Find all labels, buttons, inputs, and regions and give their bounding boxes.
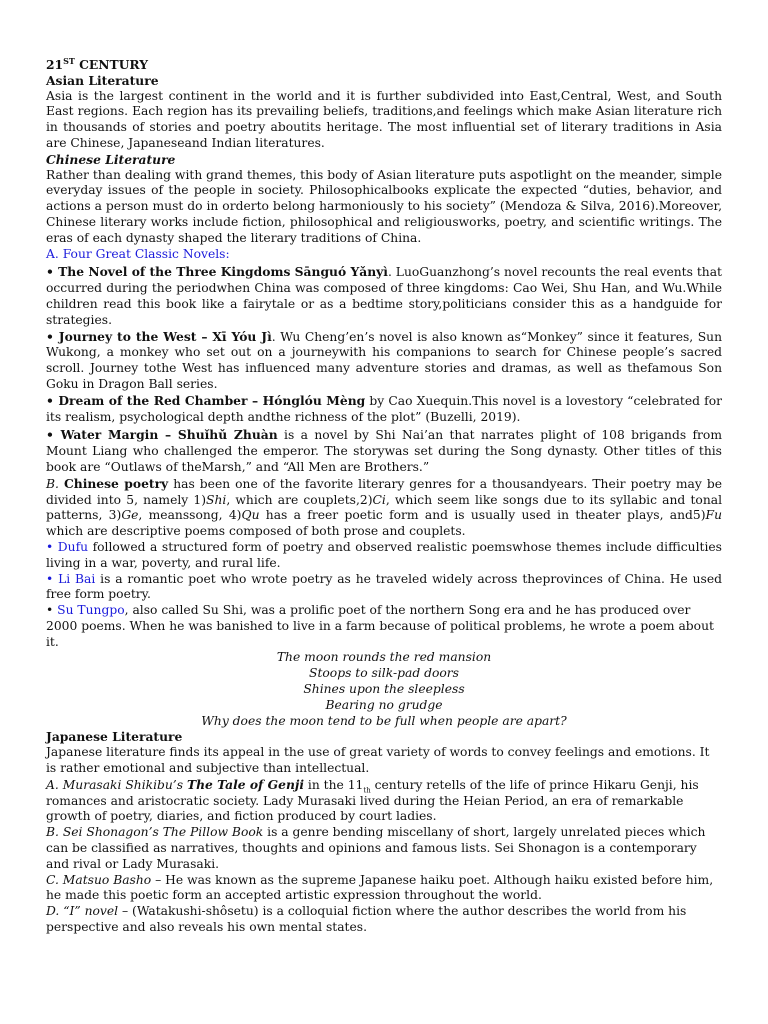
poem-line: Shines upon the sleepless	[303, 682, 465, 697]
chinese-literature-heading: Chinese Literature	[46, 151, 176, 167]
poet-name: • Dufu	[46, 539, 89, 554]
poem	[46, 650, 722, 729]
japanese-literature-heading: Japanese Literature	[46, 729, 183, 745]
item-lead: A. Murasaki Shikibu’s	[46, 777, 187, 792]
poetry-form-ci: Ci	[372, 492, 386, 507]
novel-title: Journey to the West – Xī Yóu Jì	[58, 328, 272, 344]
novel-description: . Wu Cheng’en’s novel is also known as“Monkey” since it features, Sun Wukong, a monkey who set out on a journeywith his companions to search for Chinese people’s sacred scroll. Journey tothe West has influenced many adventure stories and dramas, as well as thefamous Son Goku in Dragon Ball series.	[46, 329, 722, 391]
novel-item	[46, 329, 722, 393]
novel-title: Water Margin – Shuǐhǔ Zhuàn	[60, 427, 278, 443]
novel-item	[46, 264, 722, 328]
item-lead: D. “I” novel	[46, 904, 119, 919]
asian-literature-heading: Asian Literature	[46, 72, 159, 88]
poetry-term: Chinese poetry	[63, 475, 169, 491]
poem-line: Bearing no grudge	[325, 697, 443, 712]
poet-description: is a romantic poet who wrote poetry as he traveled widely across theprovinces of China. He used free form poetry.	[46, 571, 722, 602]
poet-description: , also called Su Shi, was a prolific poet of the northern Song era and he has produced over 2000 poems. When he was banished to live in a farm because of political problems, he wrote a poem about it.	[46, 603, 714, 649]
poet-name: • Li Bai	[46, 571, 96, 586]
poem-line: Why does the moon tend to be full when people are apart?	[201, 713, 567, 728]
text-run: in the 11	[304, 777, 364, 792]
novel-title: The Novel of the Three Kingdoms Sānguó Yǎnyì	[58, 264, 388, 280]
century-suffix: ST	[63, 55, 75, 66]
text-run: has a freer poetic form and is usually used in theater plays, and5)	[259, 508, 706, 523]
novel-description: is a novel by Shi Nai’an that narrates plight of 108 brigands from Mount Liang who challenged the emperor. The storywas set during the Song dynasty. Other titles of this book are “Outlaws of theMarsh,” and “All Men are Brothers.”	[46, 428, 722, 474]
text-run: , meanssong, 4)	[138, 508, 242, 523]
japanese-item-c	[46, 873, 722, 905]
novel-item	[46, 393, 722, 426]
japanese-literature-paragraph: Japanese literature finds its appeal in the use of great variety of words to convey feelings and emotions. It is rather emotional and subjective than intellectual.	[46, 745, 710, 776]
poem-line: Stoops to silk-pad doors	[309, 666, 459, 681]
item-lead: C. Matsuo Basho	[46, 872, 152, 887]
text-run: – He was known as the supreme Japanese haiku poet. Although haiku existed before him, he made this poetic form an accepted artistic expression throughout the world.	[46, 872, 714, 903]
poet-item-li-bai	[46, 572, 722, 604]
poetry-form-shi: Shi	[206, 492, 227, 507]
japanese-item-d	[46, 904, 722, 936]
text-run: century retells of the life of prince Hikaru Genji, his romances and aristocratic society. Lady Murasaki lived during the Heian Period, an era of remarkable growth of poetry, diaries, and fiction produced by court ladies.	[46, 777, 699, 824]
ordinal-suffix: th	[363, 786, 371, 795]
poem-line: The moon rounds the red mansion	[276, 650, 492, 665]
novel-description: by Cao Xuequin.This novel is a lovestory “celebrated for its realism, psychological depth andthe richness of the plot” (Buzelli, 2019).	[46, 393, 722, 424]
bullet: •	[46, 427, 61, 443]
bullet: •	[46, 603, 58, 618]
century-word: CENTURY	[74, 57, 149, 72]
work-title: The Tale of Genji	[186, 776, 305, 792]
asian-literature-paragraph: Asia is the largest continent in the world and it is further subdivided into East,Central, West, and South East regions. Each region has its prevailing beliefs, traditions,and feelings which make Asian literature rich in thousands of stories and poetry aboutits heritage. The most influential set of literary traditions in Asia are Chinese, Japaneseand Indian literatures.	[46, 88, 722, 150]
bullet: •	[46, 264, 59, 280]
poet-item-su-tungpo	[46, 603, 722, 650]
poetry-form-fu: Fu	[705, 508, 722, 523]
document-page	[46, 57, 722, 936]
text-run: , which seem like songs due to its syllabic and tonal patterns, 3)	[46, 492, 723, 523]
text-run: – (Watakushi-shôsetu) is a colloquial fiction where the author describes the world from his perspective and also reveals his own mental states.	[46, 904, 687, 935]
japanese-item-b	[46, 825, 722, 872]
poet-description: followed a structured form of poetry and observed realistic poemswhose themes include difficulties living in a war, poverty, and rural life.	[46, 539, 722, 570]
century-heading	[46, 57, 722, 73]
novel-description: . LuoGuanzhong’s novel recounts the real events that occurred during the periodwhen China was composed of three kingdoms: Cao Wei, Shu Han, and Wu.While children read this book like a fairytale or as a bedtime story,politicians consider this as a handguide for strategies.	[46, 265, 722, 327]
poetry-form-qu: Qu	[241, 508, 260, 523]
list-letter: B.	[46, 476, 64, 491]
chinese-poetry-paragraph	[46, 476, 722, 540]
text-run: which are descriptive poems composed of both prose and couplets.	[46, 524, 466, 539]
poet-item-dufu	[46, 540, 722, 572]
bullet: •	[46, 392, 59, 408]
text-run: is a genre bending miscellany of short, largely unrelated pieces which can be classified as narratives, thoughts and opinions and famous lists. Sei Shonagon is a contemporary and rival or Lady Murasaki.	[46, 825, 706, 871]
item-lead: B. Sei Shonagon’s The Pillow Book	[46, 825, 264, 840]
century-number: 21	[46, 57, 64, 72]
text-run: has been one of the favorite literary genres for a thousandyears. Their poetry may be divided into 5, namely 1)	[46, 476, 723, 507]
novel-title: Dream of the Red Chamber – Hónglóu Mèng	[58, 392, 366, 408]
text-run: , which are couplets,2)	[226, 492, 373, 507]
bullet: •	[46, 328, 59, 344]
novel-item	[46, 427, 722, 475]
poetry-form-ge: Ge	[121, 508, 139, 523]
chinese-literature-paragraph: Rather than dealing with grand themes, this body of Asian literature puts aspotlight on the meander, simple everyday issues of the people in society. Philosophicalbooks explicate the expected “duties, behavior, and actions a person must do in orderto belong harmoniously to his society” (Mendoza & Silva, 2016).Moreover, Chinese literary works include fiction, philosophical and religiousworks, poetry, and scientific writings. The eras of each dynasty shaped the literary traditions of China.	[46, 167, 722, 245]
four-classic-novels-heading: A. Four Great Classic Novels:	[46, 246, 230, 261]
poet-name: Su Tungpo	[57, 603, 125, 618]
japanese-item-a	[46, 777, 722, 825]
